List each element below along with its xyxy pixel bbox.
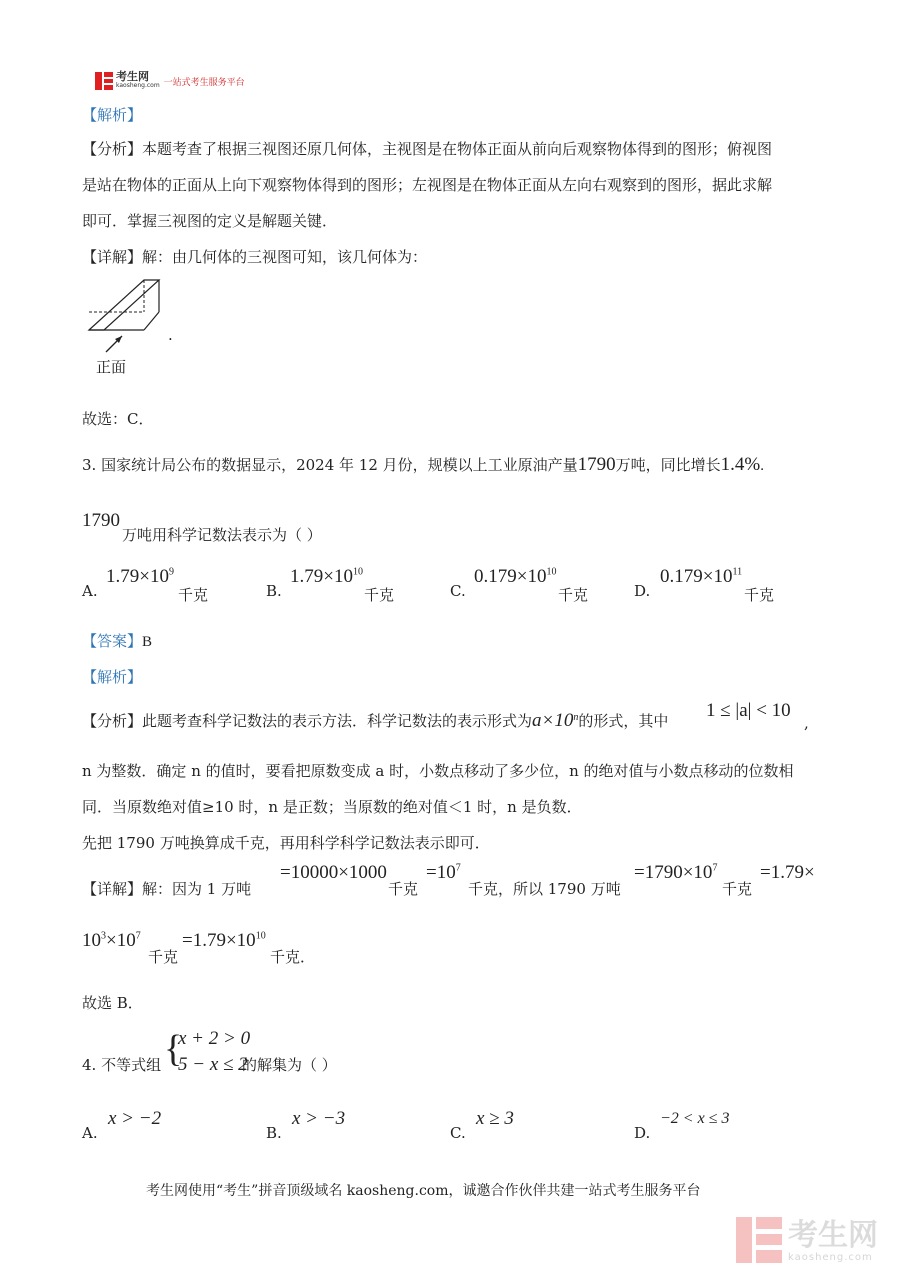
q3-option-c-coef: 0.179×10 [474,566,547,587]
q3-stem-text-a: 3. 国家统计局公布的数据显示，2024 年 12 月份，规模以上工业原油产量 [82,456,578,474]
q3-detail-text-a: 解：因为 1 万吨 [142,880,252,898]
q4-option-c[interactable]: C. [450,1124,466,1142]
q3-detail-eq3-exp: 7 [712,862,718,874]
q3-analysis-line2: n 为整数．确定 n 的值时，要看把原数变成 a 时，小数点移动了多少位，n 的绝对值与小数点移动的位数相 [82,762,794,780]
q3-analysis-text-a: 此题考查科学记数法的表示方法．科学记数法的表示形式为 [142,712,533,730]
q3-detail-l2-b: ×10 [106,930,136,951]
q3-stem-end: . [760,458,764,474]
q3-detail-l2-b-exp: 7 [135,930,141,942]
q2-choice: 故选：C． [82,410,154,428]
q2-detail-text: 解：由几何体的三视图可知，该几何体为： [142,248,428,266]
q3-detail-text-b: 千克，所以 1790 万吨 [468,880,621,898]
q3-detail-l2-a-exp: 3 [101,930,106,942]
q3-option-a[interactable] [82,582,98,600]
q3-detail-line2-end: 千克． [270,948,316,966]
q3-analysis-range: 1 ≤ |a| < 10 [706,700,791,721]
q3-option-a-letter: A. [82,582,98,600]
q3-option-a-coef: 1.79×10 [106,566,169,587]
q3-option-a-exp: 9 [168,566,174,578]
q3-stem-line2-text: 万吨用科学记数法表示为（ ） [122,526,322,544]
q2-analysis-tag: 【分析】 [82,140,143,158]
q2-jiexi-tag: 【解析】 [82,106,143,124]
q3-option-d-exp: 11 [732,566,743,578]
logo-cn: 考生网 [116,70,149,83]
q3-detail-line1 [82,878,251,899]
q3-detail-tag: 【详解】 [82,880,143,898]
q3-option-b-expr [290,566,363,588]
q3-analysis-comma: , [804,714,809,732]
q3-option-b-coef: 1.79×10 [290,566,353,587]
q3-option-c-letter: C. [450,582,466,600]
q3-option-b-exp: 10 [352,566,363,578]
q3-detail-eq5-exp: 10 [255,930,266,942]
q3-option-b-unit: 千克 [364,586,395,604]
q2-analysis-text1: 本题考查了根据三视图还原几何体，主视图是在物体正面从前向后观察物体得到的图形；俯视图 [142,140,773,158]
q4-option-b[interactable]: B. [266,1124,282,1142]
q4-option-c-expr: x ≥ 3 [476,1108,514,1129]
q3-detail-eq5 [182,930,266,952]
q3-option-b-letter: B. [266,582,282,600]
q3-stem-pct: 1.4% [720,454,761,475]
q3-detail-eq2-exp: 7 [455,862,461,874]
q4-stem-end: 的解集为（ ） [242,1056,337,1074]
figure-label: 正面 [96,358,127,376]
q3-option-d-coef: 0.179×10 [660,566,733,587]
logo-en: kaosheng.com [116,82,160,89]
q4-brace: { [164,1028,183,1070]
footer-text: 考生网使用“考生”拼音顶级域名 kaosheng.com，诚邀合作伙伴共建一站式考生服务平台 [146,1183,701,1199]
q3-option-b[interactable] [266,582,282,600]
q3-option-d-letter: D. [634,582,651,600]
q3-analysis-line3: 同．当原数绝对值≥10 时，n 是正数；当原数的绝对值＜1 时，n 是负数． [82,798,582,816]
q3-option-d[interactable] [634,582,650,600]
footer-logo-cn: 考生网 [788,1218,878,1253]
q3-option-c-exp: 10 [546,566,557,578]
q3-detail-eq4: =1.79× [760,862,815,883]
q4-option-d[interactable]: D. [634,1124,651,1142]
q3-option-c[interactable] [450,582,466,600]
q3-detail-eq3-base: =1790×10 [634,862,713,883]
q3-answer-line [82,630,152,651]
footer-watermark-logo [736,1217,878,1263]
kaosheng-watermark-icon [736,1217,782,1263]
q3-option-c-unit: 千克 [558,586,589,604]
q3-stem-text-b: 万吨，同比增长 [615,456,721,474]
q3-detail-eq5-base: =1.79×10 [182,930,256,951]
q3-analysis-tag: 【分析】 [82,712,143,730]
q3-answer: B [142,634,153,650]
q3-option-a-expr [106,566,174,588]
q3-option-a-unit: 千克 [178,586,209,604]
q4-option-b-expr: x > −3 [292,1108,346,1129]
q3-detail-unit1: 千克 [388,880,419,898]
prism-top-face [89,280,159,330]
q3-detail-eq1: =10000×1000 [280,862,387,883]
kaosheng-logo-icon [95,72,113,90]
q3-detail-l2-a: 10 [82,930,101,951]
q3-analysis-form: a×10 [532,710,574,731]
q2-analysis-line1 [82,138,772,159]
q3-stem-line2-num: 1790 [82,510,120,531]
q3-detail-eq2 [426,862,461,884]
q3-detail-eq3 [634,862,717,884]
q3-choice: 故选 B． [82,994,143,1012]
q3-jiexi-tag: 【解析】 [82,668,143,686]
header-logo [95,72,245,90]
logo-slogan: 一站式考生服务平台 [163,77,245,88]
q3-stem-line1 [82,454,764,476]
q4-ineq1: x + 2 > 0 [178,1028,251,1049]
q3-stem-num: 1790 [577,454,616,475]
q3-option-d-unit: 千克 [744,586,775,604]
q3-analysis-line4: 先把 1790 万吨换算成千克，再用科学科学记数法表示即可． [82,834,490,852]
q3-option-d-expr [660,566,742,588]
q3-detail-unit2: 千克 [722,880,753,898]
q3-option-c-expr [474,566,556,588]
q4-option-a-expr: x > −2 [108,1108,162,1129]
q4-ineq2: 5 − x ≤ 2 [178,1054,248,1075]
figure-period: . [168,326,173,344]
q3-detail-line2-expr [82,930,141,952]
q3-answer-tag: 【答案】 [82,632,143,650]
q4-option-d-expr: −2 < x ≤ 3 [660,1110,730,1127]
footer-logo-en: kaosheng.com [788,1252,873,1263]
q2-detail-line [82,246,427,267]
q2-detail-tag: 【详解】 [82,248,143,266]
q4-stem-num: 4. 不等式组 [82,1056,162,1074]
q2-analysis-line3: 即可．掌握三视图的定义是解题关键． [82,212,338,230]
q3-analysis-form-exp: n [573,712,579,723]
q3-analysis-line1 [82,710,668,732]
q3-detail-eq2-base: =10 [426,862,456,883]
q3-analysis-text-b: 的形式，其中 [578,712,669,730]
q3-detail-line2-unit: 千克 [148,948,179,966]
q2-analysis-line2: 是站在物体的正面从上向下观察物体得到的图形；左视图是在物体正面从左向右观察到的图形，据此求解 [82,176,773,194]
q4-option-a[interactable]: A. [82,1124,98,1142]
